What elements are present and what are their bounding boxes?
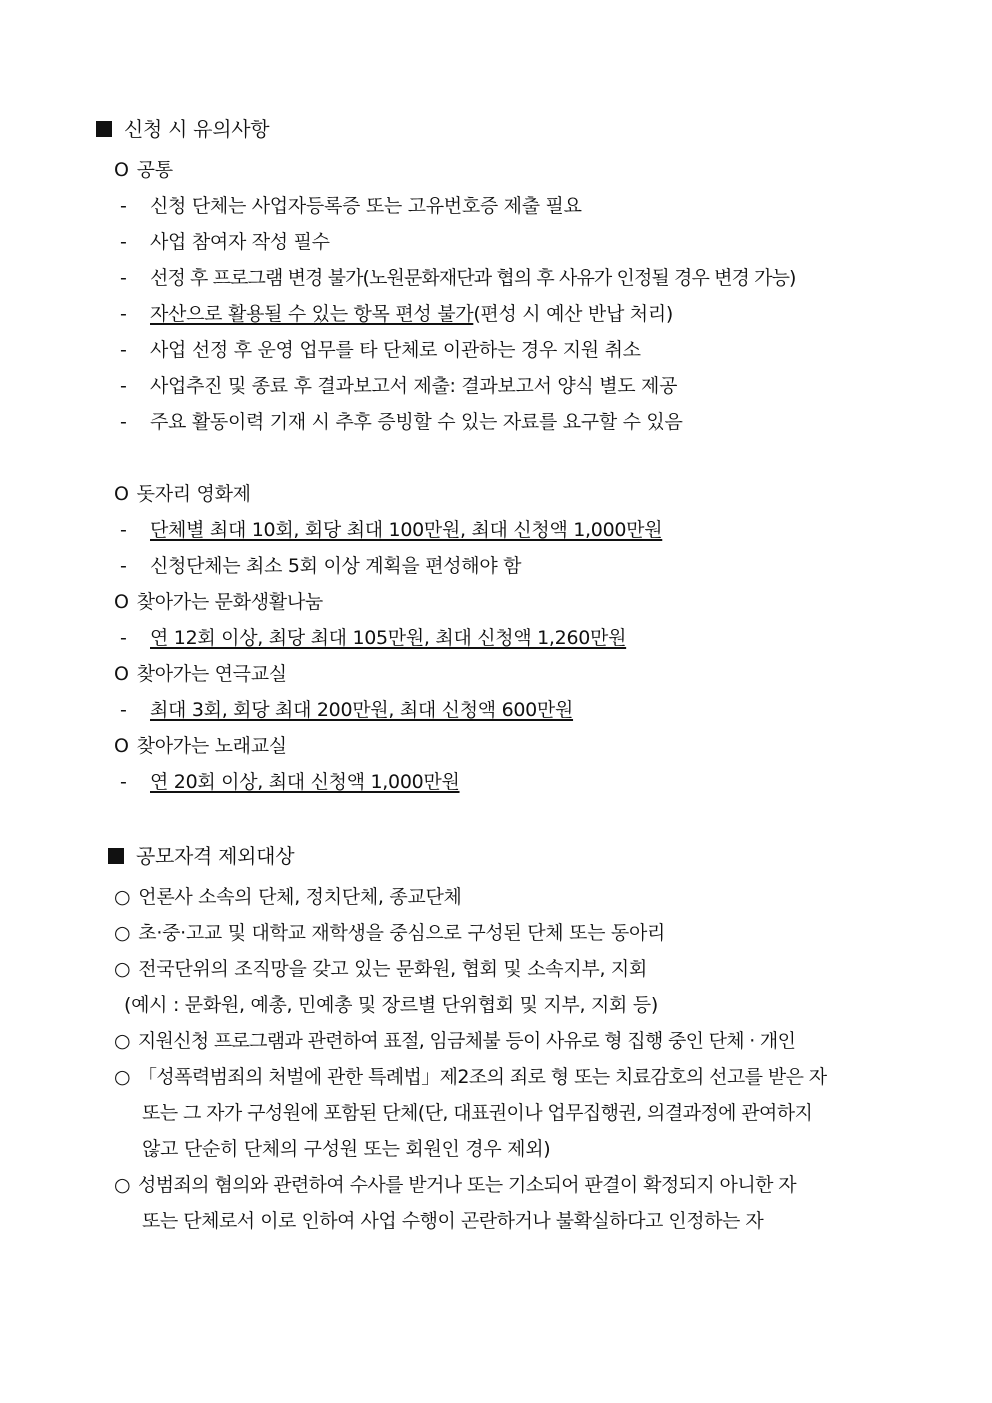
group-title-theater-class: O 찾아가는 연극교실 <box>114 663 287 685</box>
underlined-text: 연 12회 이상, 최당 최대 105만원, 최대 신청액 1,260만원 <box>150 627 627 649</box>
circle-bullet-icon: ○ <box>114 886 131 908</box>
underlined-text: 단체별 최대 10회, 회당 최대 100만원, 최대 신청액 1,000만원 <box>150 519 663 541</box>
list-item: - 사업추진 및 종료 후 결과보고서 제출: 결과보고서 양식 별도 제공 <box>120 375 678 397</box>
list-item: - 사업 참여자 작성 필수 <box>120 231 330 253</box>
list-item: - 최대 3회, 회당 최대 200만원, 최대 신청액 600만원 <box>120 699 574 721</box>
list-item: ○ 지원신청 프로그램과 관련하여 표절, 임금체불 등이 사유로 형 집행 중인 단체 · 개인 <box>114 1030 796 1052</box>
list-item: - 자산으로 활용될 수 있는 항목 편성 불가(편성 시 예산 반납 처리) <box>120 303 673 325</box>
list-item: ○ 「성폭력범죄의 처벌에 관한 특례법」제2조의 죄로 형 또는 치료감호의 선고를 받은 자 <box>114 1066 827 1088</box>
list-item: - 신청단체는 최소 5회 이상 계획을 편성해야 함 <box>120 555 522 577</box>
group-title-singing-class: O 찾아가는 노래교실 <box>114 735 287 757</box>
section-heading-exclusions <box>108 843 294 869</box>
section-heading-notes <box>96 116 269 142</box>
list-item: - 선정 후 프로그램 변경 불가(노원문화재단과 협의 후 사유가 인정될 경우 변경 가능) <box>120 267 796 289</box>
section-title: 신청 시 유의사항 <box>124 117 270 141</box>
section-title: 공모자격 제외대상 <box>136 844 295 868</box>
underlined-text: 연 20회 이상, 최대 신청액 1,000만원 <box>150 771 460 793</box>
list-item-continuation: 않고 단순히 단체의 구성원 또는 회원인 경우 제외) <box>142 1138 551 1160</box>
circle-bullet-icon: O <box>114 591 129 613</box>
list-item-continuation: 또는 단체로서 이로 인하여 사업 수행이 곤란하거나 불확실하다고 인정하는 자 <box>142 1210 764 1232</box>
list-item: ○ 성범죄의 혐의와 관련하여 수사를 받거나 또는 기소되어 판결이 확정되지 아니한 자 <box>114 1174 797 1196</box>
circle-bullet-icon: ○ <box>114 958 131 980</box>
list-item-continuation: (예시 : 문화원, 예총, 민예총 및 장르별 단위협회 및 지부, 지회 등) <box>124 994 658 1016</box>
list-item-continuation: 또는 그 자가 구성원에 포함된 단체(단, 대표권이나 업무집행권, 의결과정에 관여하지 <box>142 1102 813 1124</box>
circle-bullet-icon: O <box>114 159 129 181</box>
circle-bullet-icon: O <box>114 735 129 757</box>
square-bullet-icon <box>96 121 112 137</box>
circle-bullet-icon: ○ <box>114 1066 130 1088</box>
list-item: ○ 전국단위의 조직망을 갖고 있는 문화원, 협회 및 소속지부, 지회 <box>114 958 648 980</box>
list-item: - 단체별 최대 10회, 회당 최대 100만원, 최대 신청액 1,000만원 <box>120 519 663 541</box>
underlined-text: 자산으로 활용될 수 있는 항목 편성 불가 <box>150 303 474 325</box>
list-item: ○ 언론사 소속의 단체, 정치단체, 종교단체 <box>114 886 462 908</box>
circle-bullet-icon: ○ <box>114 1030 130 1052</box>
circle-bullet-icon: ○ <box>114 1174 130 1196</box>
underlined-text: 최대 3회, 회당 최대 200만원, 최대 신청액 600만원 <box>150 699 574 721</box>
group-title-common: O 공통 <box>114 159 173 181</box>
list-item: ○ 초·중·고교 및 대학교 재학생을 중심으로 구성된 단체 또는 동아리 <box>114 922 666 944</box>
group-title-mat-film-festival: O 돗자리 영화제 <box>114 483 251 505</box>
list-item: - 신청 단체는 사업자등록증 또는 고유번호증 제출 필요 <box>120 195 582 217</box>
list-item: - 연 20회 이상, 최대 신청액 1,000만원 <box>120 771 460 793</box>
circle-bullet-icon: O <box>114 483 129 505</box>
list-item: - 사업 선정 후 운영 업무를 타 단체로 이관하는 경우 지원 취소 <box>120 339 641 361</box>
square-bullet-icon <box>108 848 124 864</box>
group-title-culture-sharing: O 찾아가는 문화생활나눔 <box>114 591 323 613</box>
list-item: - 연 12회 이상, 최당 최대 105만원, 최대 신청액 1,260만원 <box>120 627 627 649</box>
circle-bullet-icon: O <box>114 663 129 685</box>
circle-bullet-icon: ○ <box>114 922 131 944</box>
list-item: - 주요 활동이력 기재 시 추후 증빙할 수 있는 자료를 요구할 수 있음 <box>120 411 683 433</box>
